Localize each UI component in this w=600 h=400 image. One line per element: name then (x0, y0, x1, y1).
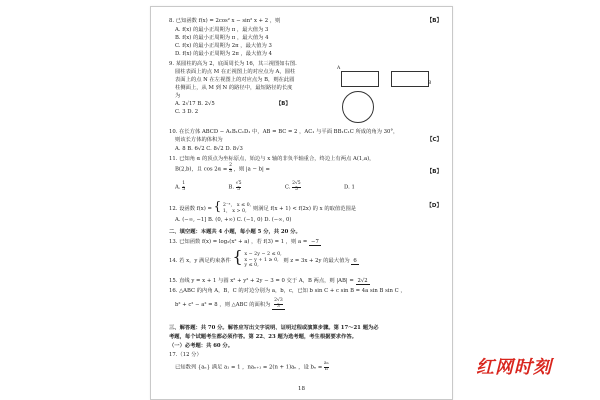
part3-heading-2: 考题，每个试题考生都必须作答。第 22、23 题为选考题，考生根据要求作答。 (169, 334, 357, 340)
q8-option-c: C. f(x) 的最小正周期为 2π ，最大值为 3 (175, 43, 272, 49)
page-number: 18 (298, 386, 305, 393)
q9-line-2: 圆柱表面上的点 M 在正视图上的对应点为 A，圆柱 (175, 69, 296, 75)
q8-answer: 【B】 (426, 18, 442, 24)
q10-options: A. 8 B. 6√2 C. 8√2 D. 8√3 (175, 146, 243, 152)
q13-answer: −7 (311, 239, 319, 245)
q9-line-4: 柱侧面上，从 M 到 N 的路径中，最短路径的长度 (175, 85, 293, 91)
q14-brace: { (232, 247, 243, 266)
q12-stem (169, 200, 356, 214)
q10-stem-2: 则该长方体的体积为 (175, 137, 223, 143)
q16-answer-num: 2√3 (274, 298, 283, 303)
q16-answer (272, 299, 285, 310)
part2-heading: 二、填空题：本题共 4 小题，每小题 5 分，共 20 分。 (169, 229, 301, 235)
part3-heading-1: 三、解答题：共 70 分。解答应写出文字说明、证明过程或演算步骤。第 17～21 题为必 (169, 325, 379, 331)
q11-stem-2 (175, 164, 270, 174)
q12-brace: { (213, 199, 222, 213)
q11-option-b-frac (236, 182, 242, 192)
q17-fraction-num: aₙ (324, 361, 329, 366)
q14-constraint-2: x − y + 1 ≥ 0, (244, 257, 279, 263)
q15 (169, 278, 370, 284)
q10-stem: 10. 在长方体 ABCD − A₁B₁C₁D₁ 中，AB = BC = 2 ，AC₁ 与平面 BB₁C₁C 所成的角为 30°， (169, 129, 399, 135)
q9-line-1: 9. 某圆柱的高为 2，底面周长为 16，其三视图如右图. (169, 61, 297, 67)
q11-fraction (229, 164, 232, 174)
q12-answer: 【D】 (426, 203, 442, 209)
q17-number: 17.（12 分） (169, 352, 202, 358)
q11-answer: 【B】 (426, 169, 442, 175)
q14-stem-post: 则 z = 3x + 2y 的最大值为 (283, 258, 350, 264)
q14-stem: 14. 若 x，y 满足约束条件 (169, 258, 231, 264)
watermark-logo (466, 351, 554, 381)
q11-fraction-num: 2 (229, 163, 232, 168)
q14 (169, 249, 359, 269)
q11-option-a-den: 5 (182, 186, 186, 192)
q8-stem: 8. 已知函数 f(x) = 2cos² x − sin² x + 2 ，则 (169, 18, 281, 24)
q14-constraint-1: x − 2y − 2 ≤ 0, (244, 252, 282, 258)
q11-option-c-den: 5 (294, 186, 298, 192)
q8-option-b: B. f(x) 的最小正周期为 π ，最大值为 4 (175, 35, 269, 41)
q11-options (175, 182, 355, 192)
q11-option-b-num: √5 (235, 181, 242, 186)
q8-option-d: D. f(x) 的最小正周期为 2π ，最大值为 4 (175, 51, 273, 57)
q11-option-a-num: 1 (182, 181, 186, 186)
q12-stem-pre: 12. 设函数 f(x) = (169, 206, 212, 212)
side-view-rect (391, 71, 432, 87)
q14-answer: 6 (353, 258, 357, 264)
q17-stem (175, 362, 329, 372)
q17-stem-pre: 已知数列 {aₙ} 满足 a₁ = 1 ，naₙ₊₁ = 2(n + 1)aₙ ，设 bₙ = (175, 364, 323, 371)
q11-stem: 11. 已知角 α 的顶点为坐标原点，始边与 x 轴的非负半轴重合，终边上有两点 A(1,a)， (169, 156, 375, 162)
q16-line-2 (175, 299, 285, 310)
q11-fraction-den: 3 (229, 168, 232, 174)
q11-stem-2-post: ，则 |a − b| = (233, 166, 270, 173)
q10-answer: 【C】 (426, 137, 442, 143)
front-view-rect (341, 71, 379, 87)
q9-options-cd: C. 3 D. 2 (175, 109, 199, 115)
part3-heading-3: （一）必考题：共 60 分。 (169, 343, 234, 349)
q9-line-5: 为 (175, 93, 181, 99)
q11-option-c-num: 2√5 (292, 181, 301, 186)
q11-option-a-frac (182, 182, 185, 192)
q17-fraction (324, 362, 329, 372)
q13 (169, 239, 321, 245)
q11-option-c-label: C. (284, 184, 291, 191)
q11-option-b-label: B. (228, 184, 235, 191)
q12-options: A. (−∞, −1] B. (0, +∞) C. (−1, 0) D. (−∞, 0) (175, 217, 292, 223)
q9-answer: 【B】 (276, 101, 291, 107)
q11-option-b-den: 5 (237, 186, 241, 192)
top-view-circle (342, 91, 374, 123)
q17-fraction-den: n (324, 366, 328, 372)
q11-option-c-frac (292, 182, 301, 192)
q9-line-3: 表面上的点 N 在左视图上的对应点为 B，则在此圆 (175, 77, 295, 83)
q13-stem: 13. 已知函数 f(x) = log₂(x² + a) ，若 f(3) = 1 ，则 a = (169, 239, 308, 245)
q16-line-1: 16. △ABC 的内角 A，B，C 的对边分别为 a，b，c，已知 b sin C + c sin B = 4a sin B sin C ， (169, 288, 406, 294)
q11-stem-2-pre: B(2,b)，且 cos 2α = (175, 166, 228, 173)
q15-answer: 2√2 (357, 278, 368, 284)
q15-stem: 15. 直线 y = x + 1 与圆 x² + y² + 2y − 3 = 0 交于 A，B 两点，则 |AB| = (169, 278, 354, 284)
point-a-label: A (337, 66, 341, 71)
exam-page (150, 6, 453, 400)
q12-stem-post: 则满足 f(x + 1) < f(2x) 的 x 的取值范围是 (252, 206, 357, 212)
watermark-text: 红网时刻 (476, 357, 552, 378)
q14-constraint-3: y ≤ 0, (244, 263, 259, 269)
q8-option-a: A. f(x) 的最小正周期为 π ，最大值为 3 (175, 27, 269, 33)
q11-option-d-text: 1 (351, 184, 355, 191)
q11-option-d-label: D. (344, 184, 350, 191)
q11-option-a-label: A. (175, 184, 181, 191)
q16-stem-2: b² + c² − a² = 8 ，则 △ABC 的面积为 (175, 302, 271, 308)
q9-options-ab: A. 2√17 B. 2√5 (175, 101, 215, 107)
point-b-label: B (428, 81, 432, 86)
q16-answer-den: 3 (277, 303, 280, 309)
q12-case-2: 1， x > 0, (222, 208, 247, 214)
q12-case-1: 2⁻ˣ， x ≤ 0, (222, 202, 252, 208)
